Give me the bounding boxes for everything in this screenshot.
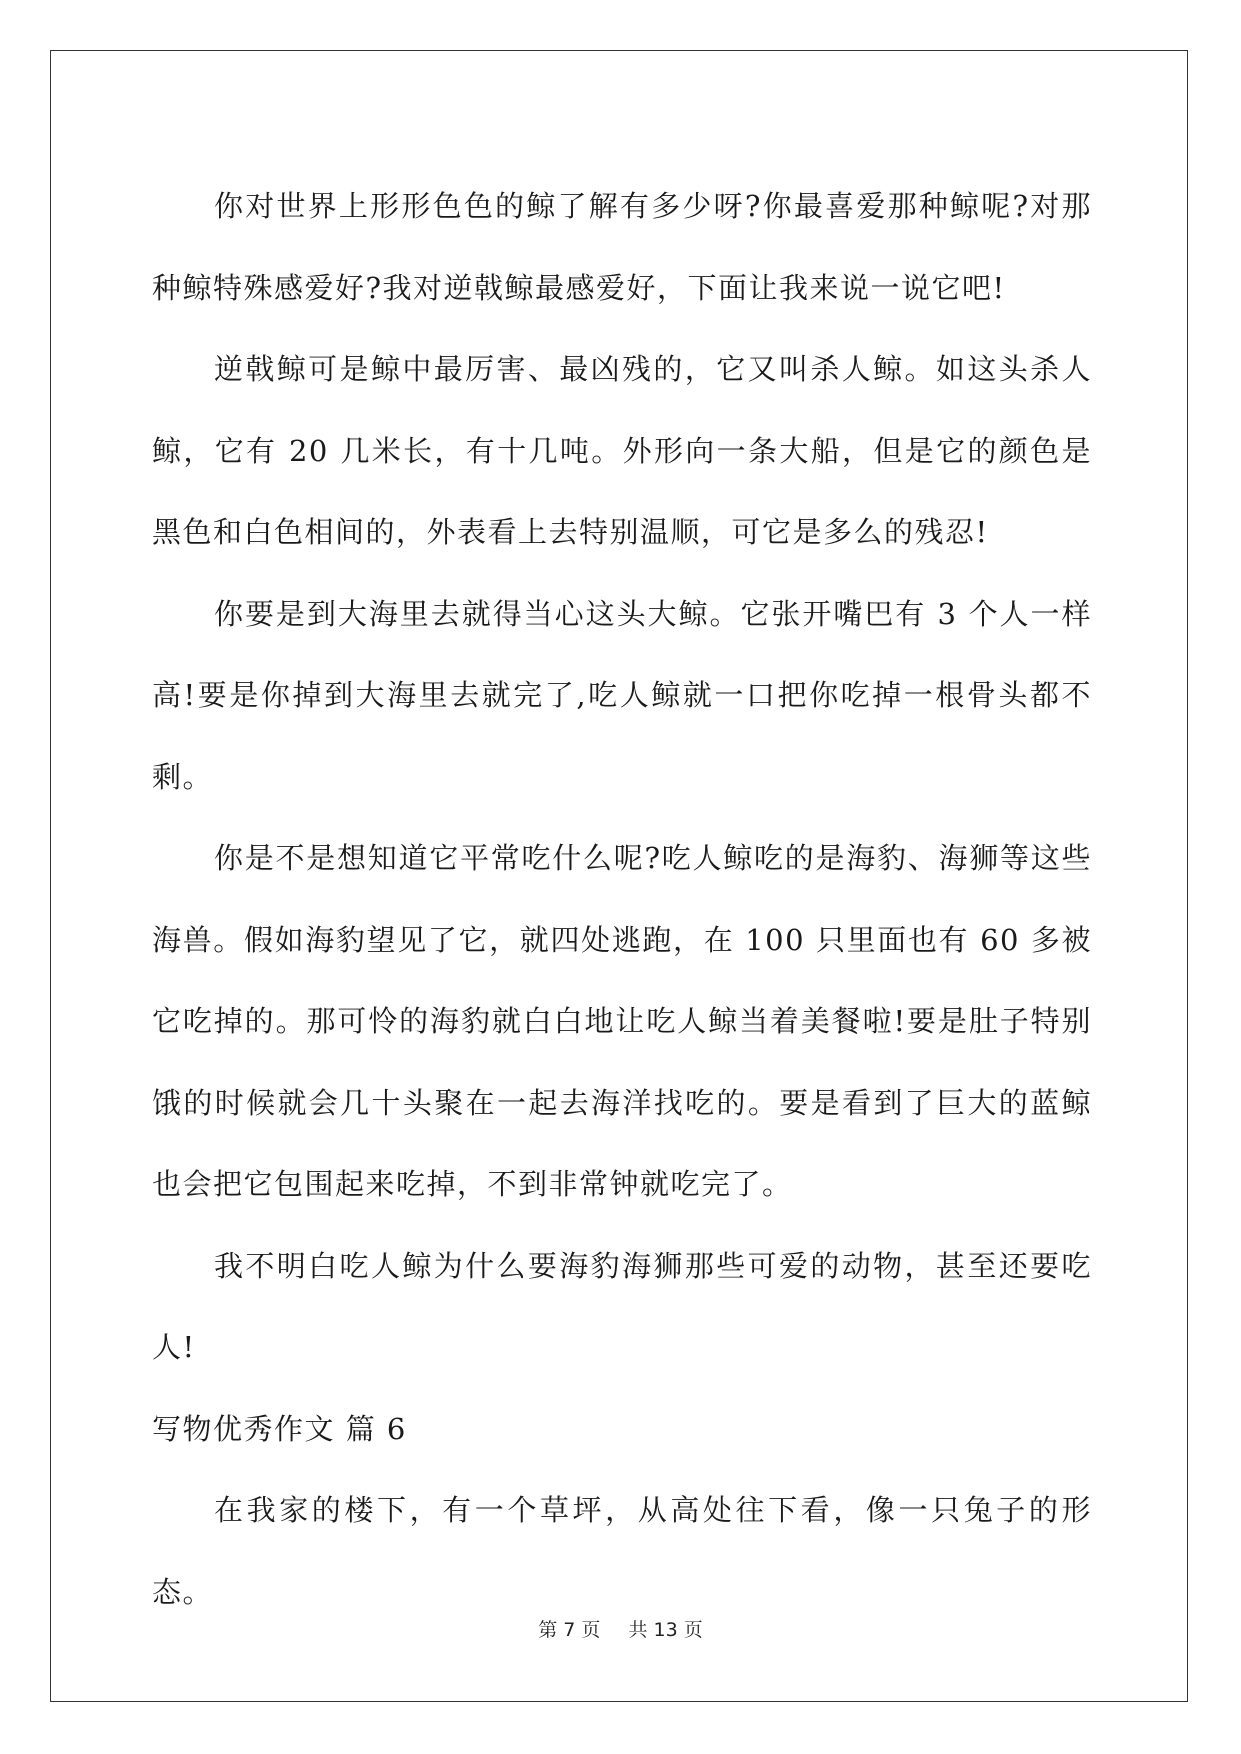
document-body: [152, 166, 1092, 1633]
section-heading: 写物优秀作文 篇 6: [152, 1411, 407, 1446]
page-footer: [0, 1615, 1241, 1642]
page-number-total: 共 13 页: [628, 1619, 703, 1641]
paragraph: 你是不是想知道它平常吃什么呢?吃人鲸吃的是海豹、海狮等这些海兽。假如海豹望见了它，就四处逃跑，在 100 只里面也有 60 多被它吃掉的。那可怜的海豹就白白地让吃人鲸当着美餐啦!要是肚子特别饿的时候就会几十头聚在一起去海洋找吃的。要是看到了巨大的蓝鲸也会把它包围起来吃掉，不到非常钟就吃完了。: [152, 841, 1092, 1201]
paragraph: 你要是到大海里去就得当心这头大鲸。它张开嘴巴有 3 个人一样高!要是你掉到大海里去就完了,吃人鲸就一口把你吃掉一根骨头都不剩。: [152, 596, 1092, 794]
paragraph: 在我家的楼下，有一个草坪，从高处往下看，像一只兔子的形态。: [152, 1493, 1092, 1609]
paragraph: 逆戟鲸可是鲸中最厉害、最凶残的，它又叫杀人鲸。如这头杀人鲸，它有 20 几米长，有十几吨。外形向一条大船，但是它的颜色是黑色和白色相间的，外表看上去特别温顺，可它是多么的残忍!: [152, 352, 1092, 549]
paragraph: 我不明白吃人鲸为什么要海豹海狮那些可爱的动物，甚至还要吃人!: [152, 1248, 1092, 1364]
page-number-current: 第 7 页: [538, 1619, 601, 1641]
paragraph: 你对世界上形形色色的鲸了解有多少呀?你最喜爱那种鲸呢?对那种鲸特殊感爱好?我对逆戟鲸最感爱好，下面让我来说一说它吧!: [152, 189, 1092, 305]
